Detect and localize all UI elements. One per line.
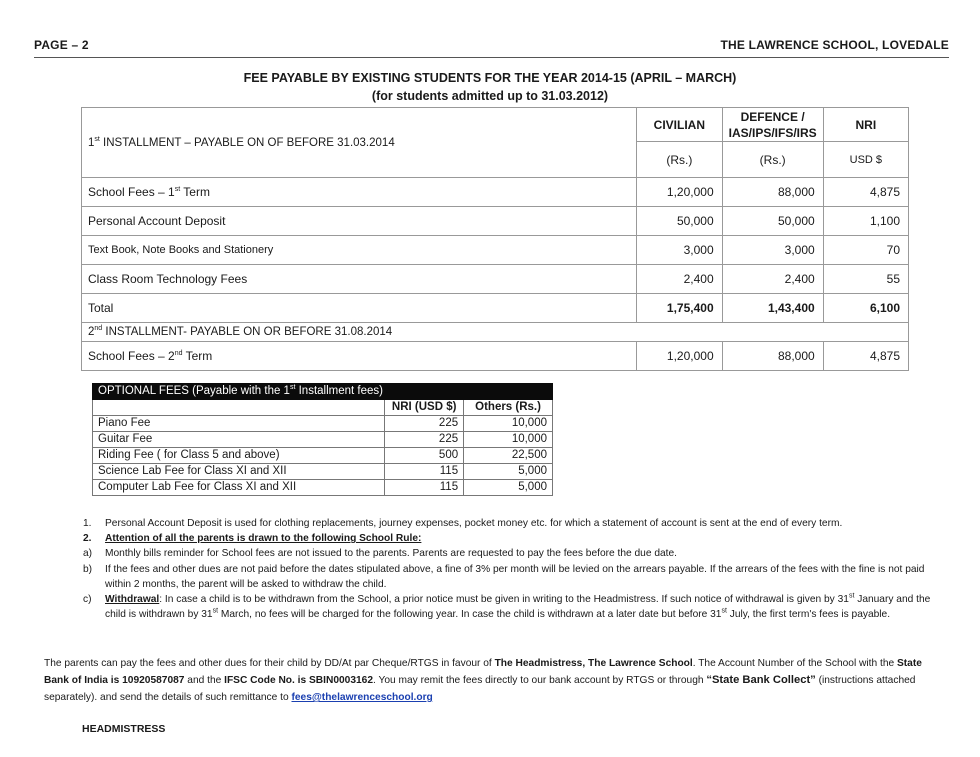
col-nri: NRI <box>823 108 908 142</box>
note-text: Withdrawal: In case a child is to be withdrawn from the School, a prior notice must be given in writing to the Headmistress. If such notice of withdrawal is given by 31st January and the child is withdrawn by 31st March, no fees will be charged for the following year. In case the child is withdrawn at a later date but before 31st July, the first term's fees is payable. <box>105 592 931 621</box>
unit-defence: (Rs.) <box>722 142 823 178</box>
optional-others: 5,000 <box>464 464 553 480</box>
optional-others: 10,000 <box>464 416 553 432</box>
page-number: PAGE – 2 <box>34 38 89 52</box>
cell-defence: 3,000 <box>722 236 823 265</box>
signature: HEADMISTRESS <box>82 723 166 735</box>
cell-civilian: 2,400 <box>637 265 723 294</box>
optional-label: Riding Fee ( for Class 5 and above) <box>93 448 385 464</box>
page-header <box>34 36 949 58</box>
optional-others: 22,500 <box>464 448 553 464</box>
note-marker: 1. <box>83 518 92 529</box>
optional-label: Piano Fee <box>93 416 385 432</box>
document-subtitle: (for students admitted up to 31.03.2012) <box>371 89 609 103</box>
optional-label: Computer Lab Fee for Class XI and XII <box>93 480 385 496</box>
payee-name: The Headmistress, The Lawrence School <box>494 658 693 669</box>
cell-nri: 4,875 <box>823 178 908 207</box>
row-label: School Fees – 2nd Term <box>82 342 637 371</box>
total-defence: 1,43,400 <box>722 294 823 323</box>
table-row <box>82 236 909 265</box>
row-label: School Fees – 1st Term <box>82 178 637 207</box>
unit-civilian: (Rs.) <box>637 142 723 178</box>
installment-2-heading: 2nd INSTALLMENT- PAYABLE ON OR BEFORE 31.08.2014 <box>82 323 909 342</box>
note-1 <box>83 516 948 531</box>
optional-others: 10,000 <box>464 432 553 448</box>
installment-2-row <box>82 323 909 342</box>
cell-defence: 50,000 <box>722 207 823 236</box>
notes-list <box>83 516 948 622</box>
total-civilian: 1,75,400 <box>637 294 723 323</box>
table-row <box>82 178 909 207</box>
optional-label: Science Lab Fee for Class XI and XII <box>93 464 385 480</box>
note-marker: c) <box>83 594 92 606</box>
document-title: FEE PAYABLE BY EXISTING STUDENTS FOR THE YEAR 2014-15 (APRIL – MARCH) <box>243 71 737 85</box>
cell-nri: 55 <box>823 265 908 294</box>
state-bank-collect: “State Bank Collect” <box>706 674 816 686</box>
optional-nri: 225 <box>385 432 464 448</box>
col-civilian: CIVILIAN <box>637 108 723 142</box>
table-row <box>82 207 909 236</box>
cell-nri: 1,100 <box>823 207 908 236</box>
note-c <box>83 592 948 622</box>
school-name: THE LAWRENCE SCHOOL, LOVEDALE <box>720 38 949 52</box>
row-label: Text Book, Note Books and Stationery <box>82 236 637 265</box>
cell-nri: 70 <box>823 236 908 265</box>
account-number: State Bank of India is 10920587087 <box>44 658 922 686</box>
cell-defence: 88,000 <box>722 342 823 371</box>
optional-label: Guitar Fee <box>93 432 385 448</box>
cell-defence: 88,000 <box>722 178 823 207</box>
optional-nri: 115 <box>385 480 464 496</box>
note-b <box>83 562 948 592</box>
table-row <box>93 432 553 448</box>
optional-fees-table <box>92 383 553 496</box>
note-marker: a) <box>83 548 93 560</box>
row-label: Class Room Technology Fees <box>82 265 637 294</box>
table-row <box>82 342 909 371</box>
total-row <box>82 294 909 323</box>
note-2 <box>83 531 948 546</box>
cell-civilian: 1,20,000 <box>637 178 723 207</box>
header-row <box>82 108 909 142</box>
cell-civilian: 50,000 <box>637 207 723 236</box>
total-label: Total <box>82 294 637 323</box>
note-text: Attention of all the parents is drawn to the following School Rule: <box>105 533 422 545</box>
table-row <box>93 480 553 496</box>
table-row <box>93 448 553 464</box>
total-nri: 6,100 <box>823 294 908 323</box>
table-row <box>82 265 909 294</box>
table-row <box>93 464 553 480</box>
row-label: Personal Account Deposit <box>82 207 637 236</box>
col-nri-usd: NRI (USD $) <box>385 400 464 416</box>
note-marker: 2. <box>83 533 92 545</box>
optional-fees-header-row <box>93 400 553 416</box>
note-text: If the fees and other dues are not paid before the dates stipulated above, a fine of 3% per month will be levied on the arrears payable. If the arrears of the fees with the fine is not paid within 2 months, the parent will be asked to withdraw the child. <box>105 563 925 590</box>
cell-defence: 2,400 <box>722 265 823 294</box>
note-text: Monthly bills reminder for School fees are not issued to the parents. Parents are requested to pay the fees before the due date. <box>105 548 677 560</box>
cell-civilian: 3,000 <box>637 236 723 265</box>
fee-table <box>81 107 909 371</box>
fees-email-link[interactable]: fees@thelawrenceschool.org <box>291 692 433 703</box>
payment-instructions: The parents can pay the fees and other dues for their child by DD/At par Cheque/RTGS in favour of The Headmistress, The Lawrence School. The Account Number of the School with the State Bank of India is 10920587087 and the IFSC Code No. is SBIN0003162. You may remit the fees directly to our bank account by RTGS or through “State Bank Collect” (instructions attached separately). and send the details of such remittance to fees@thelawrenceschool.org <box>44 658 922 703</box>
optional-nri: 225 <box>385 416 464 432</box>
optional-others: 5,000 <box>464 480 553 496</box>
note-marker: b) <box>83 563 93 575</box>
optional-fees-title-row <box>93 384 553 400</box>
optional-fees-title: OPTIONAL FEES (Payable with the 1st Installment fees) <box>93 384 553 400</box>
installment-1-heading: 1st INSTALLMENT – PAYABLE ON OF BEFORE 31.03.2014 <box>82 108 637 178</box>
note-a <box>83 546 948 561</box>
withdrawal-heading: Withdrawal <box>105 594 160 606</box>
col-others-rs: Others (Rs.) <box>464 400 553 416</box>
table-row <box>93 416 553 432</box>
cell-civilian: 1,20,000 <box>637 342 723 371</box>
cell-nri: 4,875 <box>823 342 908 371</box>
col-defence: DEFENCE / IAS/IPS/IFS/IRS <box>722 108 823 142</box>
unit-nri: USD $ <box>823 142 908 178</box>
optional-blank-header <box>93 400 385 416</box>
ifsc-code: IFSC Code No. is SBIN0003162 <box>224 675 374 686</box>
optional-nri: 115 <box>385 464 464 480</box>
optional-nri: 500 <box>385 448 464 464</box>
note-text: Personal Account Deposit is used for clothing replacements, journey expenses, pocket money etc. for which a statement of account is sent at the end of every term. <box>105 518 843 529</box>
